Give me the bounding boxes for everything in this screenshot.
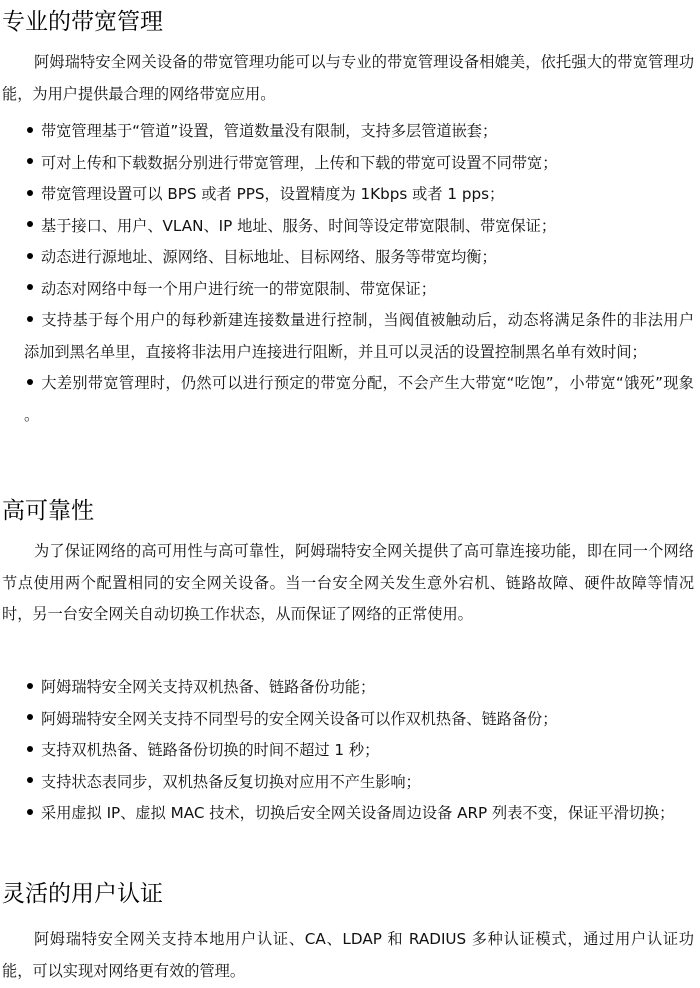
bullet-icon xyxy=(27,714,33,720)
list-item: 支持双机热备、链路备份切换的时间不超过 1 秒； xyxy=(2,735,694,767)
section-title-authentication: 灵活的用户认证 xyxy=(2,881,163,907)
bullet-icon xyxy=(27,190,33,196)
bullet-icon xyxy=(27,127,33,133)
list-item: 基于接口、用户、VLAN、IP 地址、服务、时间等设定带宽限制、带宽保证； xyxy=(2,211,694,243)
bullet-list-reliability xyxy=(2,672,694,830)
bullet-list-bandwidth xyxy=(2,116,694,431)
list-item: 大差别带宽管理时，仍然可以进行预定的带宽分配，不会产生大带宽“吃饱”，小带宽“饿死”现象 。 xyxy=(24,374,694,424)
section-paragraph-bandwidth: 阿姆瑞特安全网关设备的带宽管理功能可以与专业的带宽管理设备相媲美，依托强大的带宽管理功能，为用户提供最合理的网络带宽应用。 xyxy=(2,53,694,103)
bullet-icon xyxy=(27,158,33,164)
bullet-icon xyxy=(27,253,33,259)
section-paragraph-reliability: 为了保证网络的高可用性与高可靠性，阿姆瑞特安全网关提供了高可靠连接功能，即在同一个网络节点使用两个配置相同的安全网关设备。当一台安全网关发生意外宕机、链路故障、硬件故障等情况时，另一台安全网关自动切换工作状态，从而保证了网络的正常使用。 xyxy=(2,542,694,623)
bullet-icon xyxy=(27,746,33,752)
list-item: 阿姆瑞特安全网关支持双机热备、链路备份功能； xyxy=(2,672,694,704)
section-title-reliability: 高可靠性 xyxy=(2,498,94,524)
list-item: 动态对网络中每一个用户进行统一的带宽限制、带宽保证； xyxy=(2,274,694,306)
list-item: 带宽管理基于“管道”设置，管道数量没有限制，支持多层管道嵌套； xyxy=(2,116,694,148)
list-item: 采用虚拟 IP、虚拟 MAC 技术，切换后安全网关设备周边设备 ARP 列表不变，保证平滑切换； xyxy=(2,798,694,830)
list-item: 可对上传和下载数据分别进行带宽管理，上传和下载的带宽可设置不同带宽； xyxy=(2,148,694,180)
list-item: 支持状态表同步，双机热备反复切换对应用不产生影响； xyxy=(2,767,694,799)
bullet-icon xyxy=(27,683,33,689)
list-item: 阿姆瑞特安全网关支持不同型号的安全网关设备可以作双机热备、链路备份； xyxy=(2,704,694,736)
bullet-icon xyxy=(27,809,33,815)
list-item: 带宽管理设置可以 BPS 或者 PPS，设置精度为 1Kbps 或者 1 pps； xyxy=(2,179,694,211)
list-item: 动态进行源地址、源网络、目标地址、目标网络、服务等带宽均衡； xyxy=(2,242,694,274)
bullet-icon xyxy=(27,221,33,227)
bullet-icon xyxy=(27,379,33,385)
section-title-bandwidth: 专业的带宽管理 xyxy=(2,9,163,35)
bullet-icon xyxy=(27,777,33,783)
list-item: 支持基于每个用户的每秒新建连接数量进行控制，当阀值被触动后，动态将满足条件的非法用户添加到黑名单里，直接将非法用户连接进行阻断，并且可以灵活的设置控制黑名单有效时间； xyxy=(24,311,694,361)
section-paragraph-authentication: 阿姆瑞特安全网关支持本地用户认证、CA、LDAP 和 RADIUS 多种认证模式，通过用户认证功能，可以实现对网络更有效的管理。 xyxy=(2,930,694,980)
bullet-icon xyxy=(27,284,33,290)
bullet-icon xyxy=(27,316,33,322)
